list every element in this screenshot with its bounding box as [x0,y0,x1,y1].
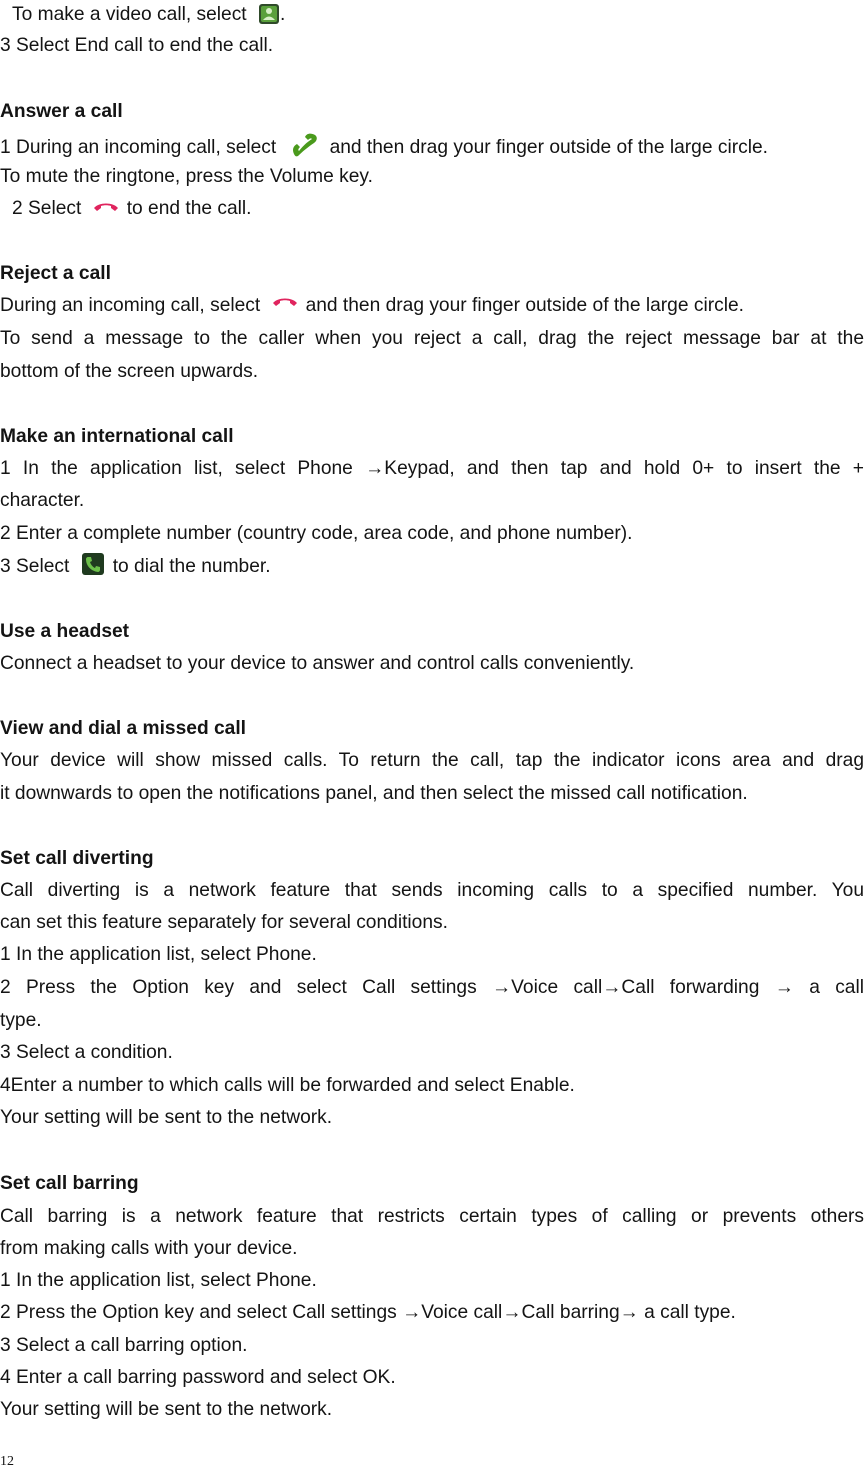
video-call-text: To make a video call, select [12,4,247,26]
intl-line-2: character. [0,490,85,511]
intl-line-1: 1 In the application list, select Phone →Keypad, and then tap and hold 0+ to insert the + [0,458,864,479]
divert-line-2: can set this feature separately for several conditions. [0,912,448,933]
video-call-period: . [279,4,286,26]
reject-line-1-rest: and then drag your finger outside of the large circle. [305,295,744,316]
intl-line-4 [0,555,271,579]
barring-heading: Set call barring [0,1173,139,1194]
intl-line-4-rest: to dial the number. [112,556,271,578]
answer-heading: Answer a call [0,101,123,122]
phone-reject-icon [270,292,300,310]
barring-line-5: 3 Select a call barring option. [0,1335,248,1356]
answer-step-2-rest: to end the call. [126,198,252,219]
missed-heading: View and dial a missed call [0,718,246,739]
divert-line-8: Your setting will be sent to the network. [0,1107,333,1128]
page-number: 12 [0,1454,14,1469]
divert-line-6: 3 Select a condition. [0,1042,173,1063]
divert-line-7: 4Enter a number to which calls will be forwarded and select Enable. [0,1075,575,1096]
barring-line-6: 4 Enter a call barring password and select OK. [0,1367,396,1388]
barring-line-3: 1 In the application list, select Phone. [0,1270,317,1291]
intl-heading: Make an international call [0,426,234,447]
intl-line-3: 2 Enter a complete number (country code, area code, and phone number). [0,523,633,544]
end-call-line: 3 Select End call to end the call. [0,35,274,56]
reject-heading: Reject a call [0,263,111,284]
missed-line-2: it downwards to open the notifications panel, and then select the missed call notification. [0,783,748,804]
missed-line-1: Your device will show missed calls. To return the call, tap the indicator icons area and drag [0,750,864,771]
intl-line-4-text: 3 Select [0,556,70,578]
answer-step-1-text: 1 During an incoming call, select [0,137,277,159]
divert-heading: Set call diverting [0,848,154,869]
barring-line-1: Call barring is a network feature that restricts certain types of calling or prevents others [0,1206,864,1227]
barring-line-7: Your setting will be sent to the network. [0,1399,333,1420]
reject-line-2: To send a message to the caller when you reject a call, drag the reject message bar at the [0,328,864,349]
answer-step-1 [0,134,768,162]
dial-icon [81,552,105,576]
divert-line-3: 1 In the application list, select Phone. [0,944,317,965]
divert-line-5: type. [0,1010,42,1031]
answer-step-2-text: 2 Select [12,198,82,219]
answer-step-2 [12,197,252,221]
mute-line: To mute the ringtone, press the Volume key. [0,166,373,187]
phone-reject-icon [91,197,121,215]
barring-line-2: from making calls with your device. [0,1238,298,1259]
reject-line-1 [0,294,744,318]
headset-heading: Use a headset [0,621,130,642]
reject-line-3: bottom of the screen upwards. [0,361,259,382]
headset-line-1: Connect a headset to your device to answer and control calls conveniently. [0,653,635,674]
video-call-icon [258,3,284,27]
answer-step-1-rest: and then drag your finger outside of the large circle. [329,137,768,159]
phone-accept-icon [288,130,322,158]
video-call-line [12,3,285,27]
divert-line-1: Call diverting is a network feature that sends incoming calls to a specified number. You [0,880,864,901]
divert-line-4: 2 Press the Option key and select Call settings →Voice call→Call forwarding → a call [0,977,864,998]
reject-line-1-text: During an incoming call, select [0,295,261,316]
barring-line-4: 2 Press the Option key and select Call settings →Voice call→Call barring→ a call type. [0,1302,736,1323]
